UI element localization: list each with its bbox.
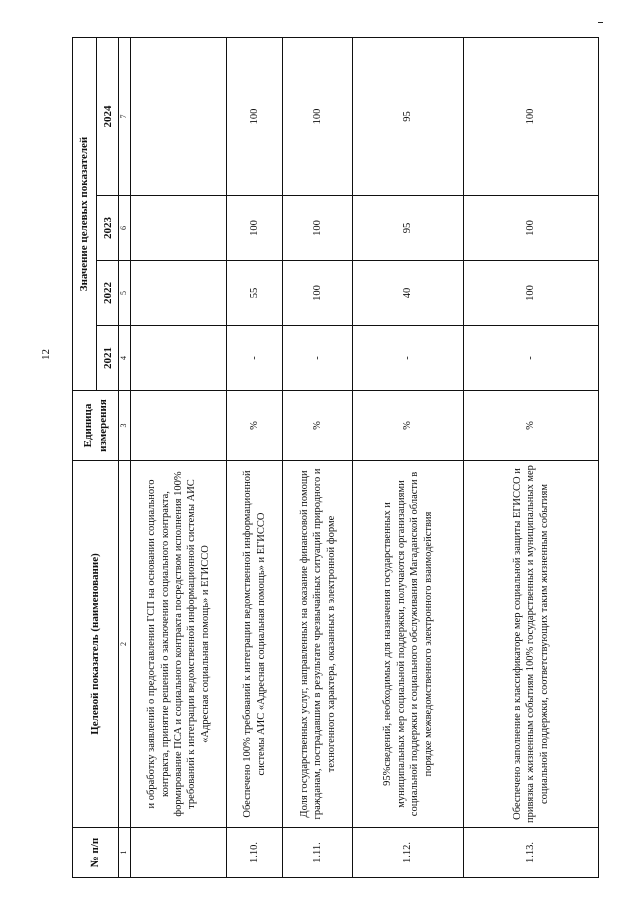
index-cell: 4 [119, 326, 131, 391]
header-values-group: Значение целевых показателей [73, 37, 97, 390]
index-cell: 3 [119, 391, 131, 461]
row-num [131, 828, 227, 878]
targets-table [72, 37, 599, 878]
page-number: 12 [40, 349, 52, 360]
row-value-2023: 95 [353, 196, 463, 261]
row-unit: % [283, 391, 353, 461]
rotated-table-wrapper [72, 38, 599, 878]
row-value-2022: 40 [353, 261, 463, 326]
row-name: и обработку заявлений о предоставлении ГСП на основании социального контракта, принятие решений о заключении социального контракта, формирование ПСА и социального контракта посредством исполнения 100% требований к интеграции ведомственной информационной системы АИС «Адресная социальная помощь» и ЕГИССО [131, 461, 227, 828]
header-row-top [73, 37, 97, 877]
row-name: Обеспечено заполнение в классификаторе мер социальной защиты ЕГИССО и привязка к жизненным событиям 100% государственных и муниципальных мер социальной поддержки, соответствующих таким жизненным событиям [463, 461, 598, 828]
header-unit: Единица измерения [73, 391, 119, 461]
row-unit: % [463, 391, 598, 461]
row-value-2021 [131, 326, 227, 391]
header-num: № п/п [73, 828, 119, 878]
table-row [463, 37, 598, 877]
header-name: Целевой показатель (наименование) [73, 461, 119, 828]
row-num: 1.12. [353, 828, 463, 878]
row-unit: % [227, 391, 283, 461]
row-value-2022: 100 [283, 261, 353, 326]
row-value-2024: 100 [463, 37, 598, 195]
row-unit: % [353, 391, 463, 461]
row-value-2023: 100 [227, 196, 283, 261]
row-value-2021: - [353, 326, 463, 391]
header-year-2023: 2023 [97, 196, 119, 261]
row-value-2021: - [283, 326, 353, 391]
row-name: Обеспечено 100% требований к интеграции ведомственной информационной системы АИС «Адресная социальная помощь» и ЕГИССО [227, 461, 283, 828]
row-value-2023 [131, 196, 227, 261]
row-num: 1.13. [463, 828, 598, 878]
header-year-2022: 2022 [97, 261, 119, 326]
index-cell: 2 [119, 461, 131, 828]
row-value-2024: 100 [227, 37, 283, 195]
header-year-2021: 2021 [97, 326, 119, 391]
table-row [353, 37, 463, 877]
row-value-2024 [131, 37, 227, 195]
index-cell: 7 [119, 37, 131, 195]
row-value-2024: 95 [353, 37, 463, 195]
row-num: 1.10. [227, 828, 283, 878]
row-value-2024: 100 [283, 37, 353, 195]
index-row [119, 37, 131, 877]
table-row [227, 37, 283, 877]
row-value-2022: 55 [227, 261, 283, 326]
row-name: 95%сведений, необходимых для назначения государственных и муниципальных мер социальной поддержки, получаются организациями социальной поддержки и социального обслуживания Магаданской области в порядке межведомственного электронного взаимодействия [353, 461, 463, 828]
index-cell: 1 [119, 828, 131, 878]
scan-mark [598, 22, 603, 23]
table-row [131, 37, 227, 877]
row-value-2021: - [227, 326, 283, 391]
row-value-2022 [131, 261, 227, 326]
index-cell: 5 [119, 261, 131, 326]
row-value-2023: 100 [463, 196, 598, 261]
row-name: Доля государственных услуг, направленных на оказание финансовой помощи гражданам, пострадавшим в результате чрезвычайных ситуаций природного и техногенного характера, оказанных в электронной форме [283, 461, 353, 828]
header-year-2024: 2024 [97, 37, 119, 195]
table-row [283, 37, 353, 877]
row-value-2023: 100 [283, 196, 353, 261]
row-num: 1.11. [283, 828, 353, 878]
row-unit [131, 391, 227, 461]
row-value-2022: 100 [463, 261, 598, 326]
index-cell: 6 [119, 196, 131, 261]
row-value-2021: - [463, 326, 598, 391]
